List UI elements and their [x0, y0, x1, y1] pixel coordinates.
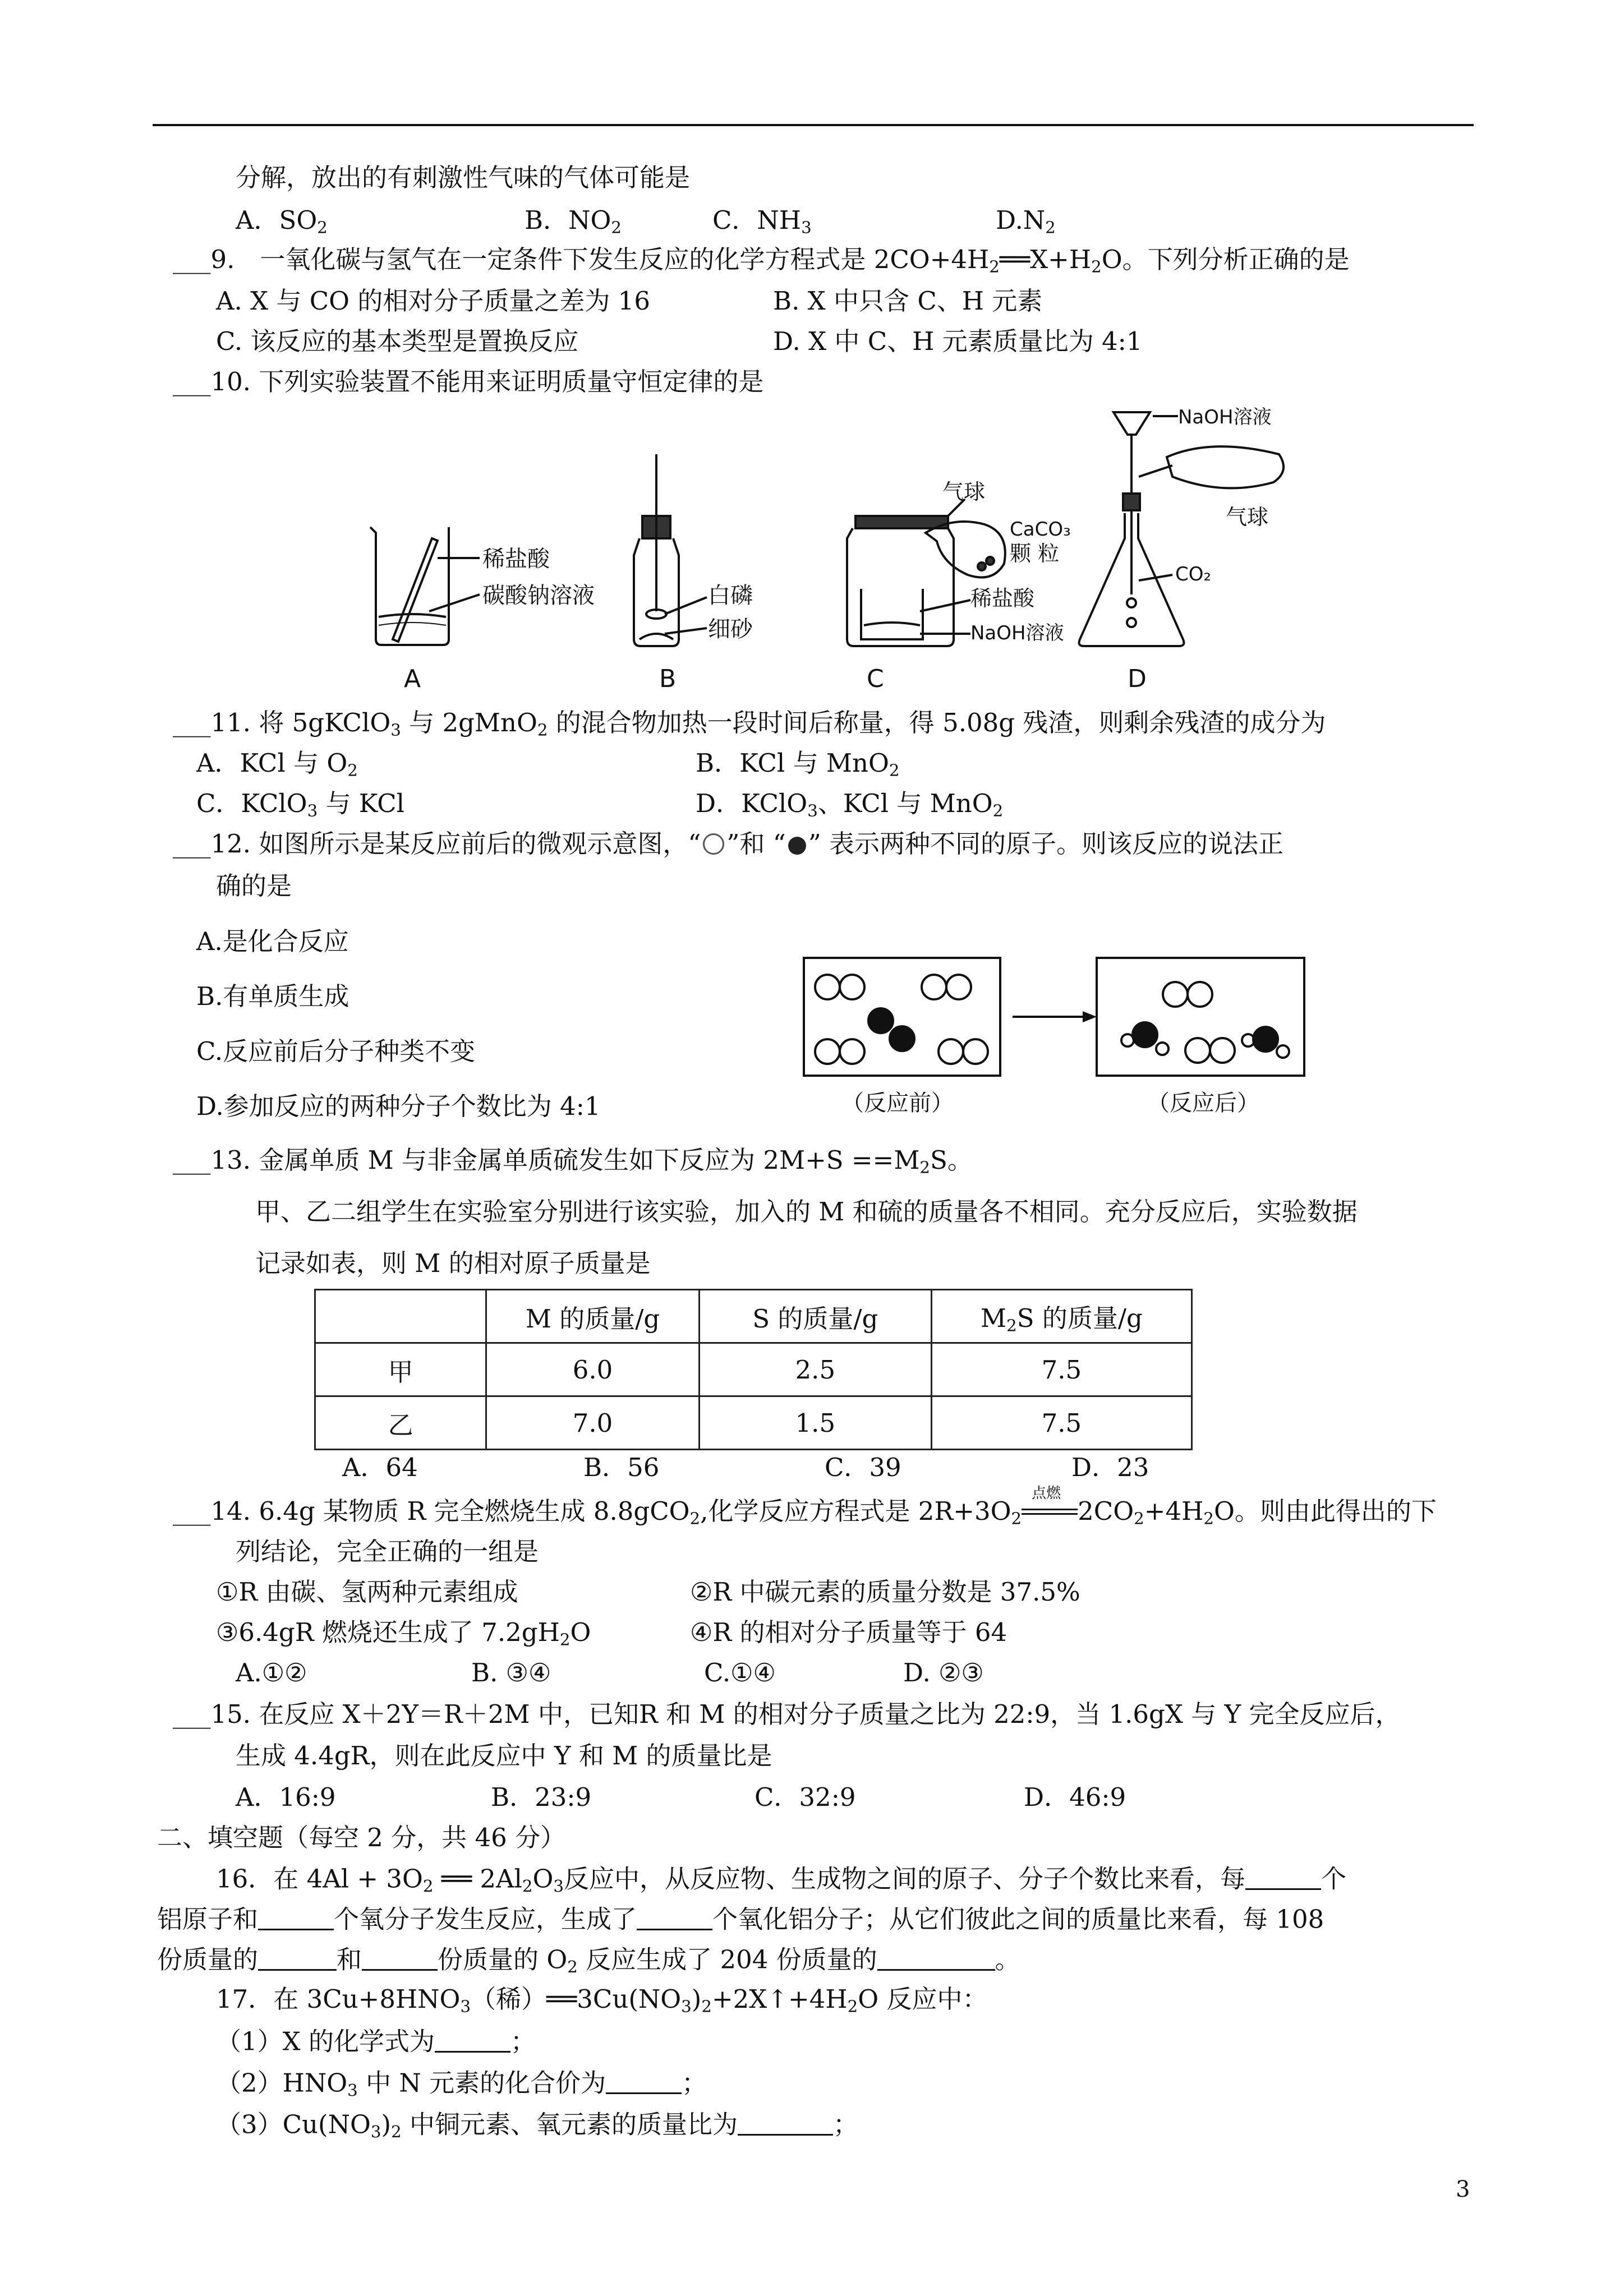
table-row [315, 1343, 1192, 1396]
table-cell: 乙 [315, 1396, 486, 1450]
page-number: 3 [1456, 2177, 1470, 2202]
q8-option-d: $D.N_2$ [996, 205, 1056, 237]
q12-option-a: A.是化合反应 [196, 926, 349, 956]
apparatus-b-letter: B [659, 665, 677, 693]
apparatus-d-label-balloon: 气球 [1226, 505, 1269, 529]
table-header-m: M 的质量/g [486, 1290, 700, 1343]
q17-part2: $(2)HNO_3$ 中 N 元素的化合价为 ； [216, 2068, 707, 2100]
after-box [1097, 958, 1304, 1076]
before-molecules [815, 975, 988, 1064]
q16-line2: 铝原子和 个氧分子发生反应，生成了 个氧化铝分子；从它们彼此之间的质量比来看，每 108 [157, 1904, 1324, 1934]
apparatus-c-label-caco3: CaCO₃ [1010, 518, 1071, 541]
reaction-condition: 点燃 [1022, 1500, 1078, 1522]
q14-option-b: B. ③④ [471, 1658, 551, 1688]
header-rule [153, 124, 1474, 126]
q13-option-b: B．56 [583, 1453, 660, 1482]
answer-blank[interactable] [258, 1944, 337, 1971]
after-molecules [1121, 982, 1289, 1063]
q12-option-d: D.参加反应的两种分子个数比为 4:1 [196, 1091, 601, 1121]
q12-option-c: C.反应前后分子种类不变 [196, 1036, 476, 1066]
q9-option-c: C. 该反应的基本类型是置换反应 [216, 326, 579, 356]
q10-apparatus-figure [359, 404, 1290, 695]
white-atom-icon [703, 833, 724, 855]
apparatus-a-label-acid: 稀盐酸 [482, 546, 550, 572]
q12-stem-line2: 确的是 [216, 871, 292, 901]
q10-stem: ___10. 下列实验装置不能用来证明质量守恒定律的是 [173, 367, 764, 397]
q14-stem-line2: 列结论，完全正确的一组是 [236, 1537, 539, 1566]
apparatus-c-label-granules: 颗 粒 [1010, 541, 1060, 566]
q13-data-table [314, 1289, 1193, 1450]
apparatus-d-letter: D [1128, 665, 1147, 693]
q15-stem: ___15. 在反应 X＋2Y＝R＋2M 中，已知R 和 M 的相对分子质量之比为 22:9，当 1.6gX 与 Y 完全反应后， [173, 1699, 1401, 1729]
answer-blank[interactable] [258, 1903, 334, 1930]
q17-part1: （1）X 的化学式为 ； [216, 2026, 536, 2057]
q14-statement-2: ②R 中碳元素的质量分数是 37.5% [690, 1577, 1080, 1607]
q11-stem: ___11. 将 5gKClO$_3$ 与 2gMnO$_2$ 的混合物加热一段时间后称量，得 5.08g 残渣，则剩余残渣的成分为 [173, 708, 1326, 740]
after-label: （反应后） [1147, 1090, 1259, 1116]
table-header-row [315, 1290, 1192, 1343]
answer-blank[interactable] [606, 2067, 682, 2094]
q16-line3: 份质量的 和 份质量的 $O_2$ 反应生成了 204 份质量的 。 [157, 1944, 1020, 1976]
table-cell: 7.5 [931, 1343, 1191, 1396]
q12-option-b: B.有单质生成 [196, 981, 349, 1011]
apparatus-a [370, 527, 480, 645]
q8-option-c: C．$NH_3$ [712, 205, 812, 237]
q15-option-a: A．16:9 [236, 1782, 336, 1812]
answer-blank[interactable] [362, 1944, 438, 1971]
q13-line2: 甲、乙二组学生在实验室分别进行该实验，加入的 M 和硫的质量各不相同。充分反应后，实验数据 [255, 1197, 1358, 1227]
q13-option-a: A．64 [342, 1453, 418, 1482]
q14-option-d: D. ②③ [903, 1658, 984, 1688]
q11-option-b: B．KCl 与 MnO$_2$ [696, 748, 900, 780]
apparatus-d-label-naoh: NaOH溶液 [1178, 406, 1272, 428]
reaction-arrowhead [1083, 1011, 1097, 1022]
apparatus-d-label-co2: CO₂ [1175, 563, 1212, 585]
apparatus-a-letter: A [404, 665, 421, 693]
q13-stem: ___13. 金属单质 M 与非金属单质硫发生如下反应为 $2M+S ==M_2S$。 [173, 1145, 973, 1177]
table-header-s: S 的质量/g [699, 1290, 931, 1343]
q14-statement-3: ③6.4gR 燃烧还生成了 $7.2gH_2O$ [216, 1617, 591, 1649]
q16-line1: 16．在 $4Al + 3O_2$ ══ $2Al_2O_3$反应中，从反应物、生成物之间的原子、分子个数比来看，每 个 [216, 1864, 1347, 1896]
apparatus-c-label-balloon: 气球 [942, 480, 986, 504]
answer-blank[interactable] [637, 1903, 712, 1930]
q9-option-b: B. X 中只含 C、H 元素 [773, 286, 1043, 316]
table-cell: 甲 [315, 1343, 486, 1396]
answer-blank[interactable] [877, 1944, 995, 1971]
q13-option-c: C．39 [825, 1453, 901, 1482]
black-atom-icon [788, 837, 806, 855]
table-cell: 6.0 [486, 1343, 700, 1396]
q13-option-d: D．23 [1071, 1453, 1149, 1482]
apparatus-c-label-naoh: NaOH溶液 [970, 622, 1064, 644]
section-heading: 二、填空题（每空 2 分，共 46 分） [157, 1823, 566, 1852]
q9-option-d: D. X 中 C、H 元素质量比为 4:1 [773, 326, 1143, 356]
apparatus-b-label-phosphorus: 白磷 [708, 583, 753, 608]
table-cell: 1.5 [699, 1396, 931, 1450]
apparatus-c-label-acid: 稀盐酸 [970, 586, 1035, 611]
apparatus-c-letter: C [867, 665, 884, 693]
q15-stem-line2: 生成 4.4gR，则在此反应中 Y 和 M 的质量比是 [236, 1741, 772, 1771]
answer-blank[interactable] [1245, 1863, 1321, 1890]
answer-blank[interactable] [435, 2026, 510, 2053]
q9-stem: ___9. 一氧化碳与氢气在一定条件下发生反应的化学方程式是 $2CO+4H_2══X+H_2O$。下列分析正确的是 [173, 245, 1350, 276]
table-cell: 2.5 [699, 1343, 931, 1396]
q17-part3: $(3)Cu(NO_3)_2$ 中铜元素、氧元素的质量比为 ； [216, 2109, 859, 2141]
table-cell [315, 1290, 486, 1343]
q12-micro-diagram [802, 956, 1313, 1124]
q8-tail: 分解，放出的有刺激性气味的气体可能是 [236, 163, 691, 192]
q11-option-c: C．KClO$_3$ 与 KCl [196, 789, 405, 820]
q11-option-d: D．KClO$_3$、KCl 与 MnO$_2$ [696, 789, 1004, 820]
apparatus-b-label-sand: 细砂 [708, 616, 753, 642]
q8-option-b: B．$NO_2$ [525, 205, 622, 237]
q14-statement-4: ④R 的相对分子质量等于 64 [690, 1617, 1007, 1647]
apparatus-b [634, 454, 707, 646]
q15-option-d: D．46:9 [1024, 1782, 1126, 1812]
table-cell: 7.0 [486, 1396, 700, 1450]
q14-stem: ___14. 6.4g 某物质 R 完全燃烧生成 8.8gCO$_2$,化学反应方程式是 $2R+3O_2$ 点燃 $2CO_2+4H_2O$。则由此得出的下 [173, 1485, 1437, 1528]
table-header-m2s: $M_2S$ 的质量/g [931, 1290, 1191, 1343]
q14-option-c: C.①④ [704, 1658, 776, 1688]
answer-blank[interactable] [738, 2109, 833, 2136]
q13-line3: 记录如表，则 M 的相对原子质量是 [255, 1248, 651, 1278]
table-cell: 7.5 [931, 1396, 1191, 1450]
q8-option-a: A．$SO_2$ [236, 205, 328, 237]
q17-stem: 17．在 $3Cu+8HNO_3$（稀）$══3Cu(NO_3)_2+2X↑+4H_2O$ 反应中： [216, 1984, 988, 2016]
table-row [315, 1396, 1192, 1450]
q15-option-b: B．23:9 [491, 1782, 592, 1812]
q14-statement-1: ①R 由碳、氢两种元素组成 [216, 1577, 518, 1607]
q9-option-a: A. X 与 CO 的相对分子质量之差为 16 [216, 286, 650, 316]
before-label: （反应前） [841, 1090, 954, 1116]
q14-option-a: A.①② [236, 1658, 307, 1688]
q12-stem: ___12. 如图所示是某反应前后的微观示意图，“ ”和 “ ” 表示两种不同的原子。则该反应的说法正 [173, 829, 1284, 859]
apparatus-a-label-solution: 碳酸钠溶液 [482, 583, 595, 608]
q11-option-a: A．KCl 与 $O_2$ [196, 748, 358, 780]
q15-option-c: C．32:9 [755, 1782, 856, 1812]
